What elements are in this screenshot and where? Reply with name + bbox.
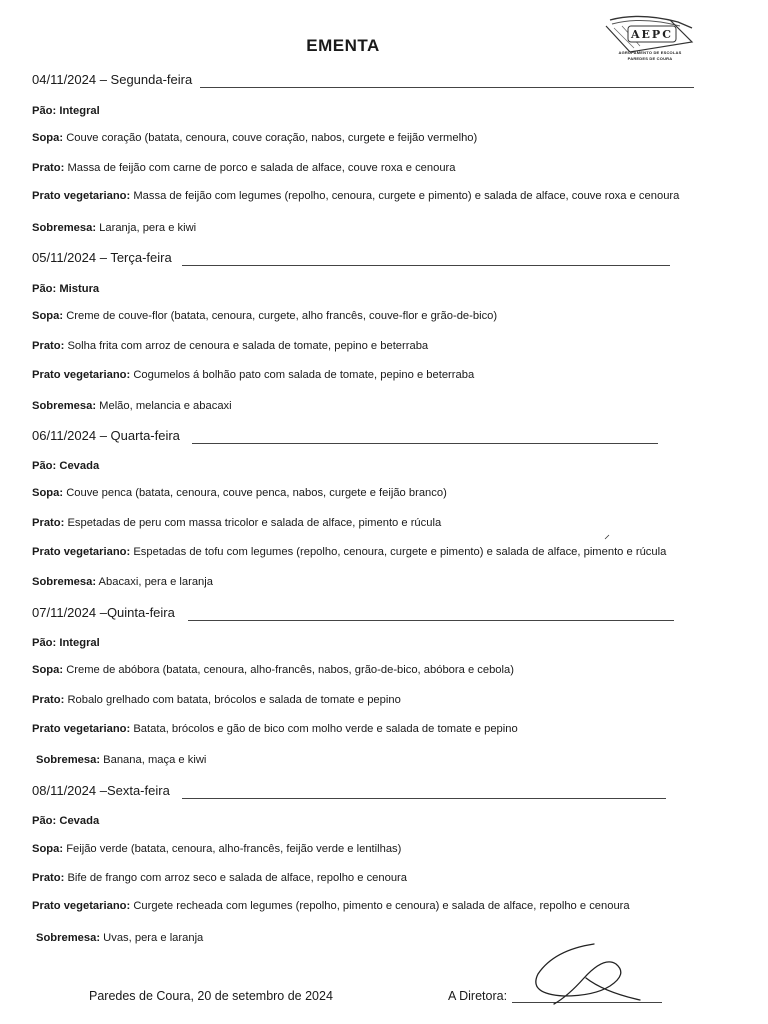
bread-value: Integral (59, 637, 100, 649)
dessert-value: Abacaxi, pera e laranja (98, 576, 213, 588)
dessert-label: Sobremesa: (36, 754, 101, 766)
underline-rule (182, 798, 666, 799)
bread-label: Pão: (32, 283, 57, 295)
soup-line (32, 843, 401, 855)
soup-line (32, 132, 477, 144)
bread-line (32, 460, 99, 472)
main-dish-label: Prato: (32, 694, 65, 706)
director-label: A Diretora: (448, 989, 508, 1003)
main-dish-line (32, 340, 428, 352)
dessert-value: Banana, maça e kiwi (103, 754, 207, 766)
underline-rule (188, 620, 674, 621)
main-dish-value: Massa de feijão com carne de porco e salada de alface, couve roxa e cenoura (67, 162, 456, 174)
main-dish-line (32, 872, 407, 884)
soup-value: Feijão verde (batata, cenoura, alho-francês, feijão verde e lentilhas) (66, 843, 402, 855)
day-header: 08/11/2024 –Sexta-feira (32, 783, 170, 798)
vegetarian-dish-value: Curgete recheada com legumes (repolho, pimento e cenoura) e salada de alface, repolho e cenoura (133, 900, 630, 912)
vegetarian-dish-label: Prato vegetariano: (32, 190, 131, 202)
dessert-line (36, 932, 203, 944)
dessert-label: Sobremesa: (32, 576, 97, 588)
dessert-line (32, 222, 196, 234)
underline-rule (200, 87, 694, 88)
dessert-value: Uvas, pera e laranja (103, 932, 204, 944)
bread-line (32, 105, 100, 117)
main-dish-value: Bife de frango com arroz seco e salada de alface, repolho e cenoura (67, 872, 408, 884)
soup-value: Couve coração (batata, cenoura, couve coração, nabos, curgete e feijão vermelho) (66, 132, 478, 144)
vegetarian-dish-label: Prato vegetariano: (32, 546, 131, 558)
dessert-line (32, 400, 232, 412)
dessert-label: Sobremesa: (36, 932, 101, 944)
vegetarian-dish-label: Prato vegetariano: (32, 900, 131, 912)
bread-label: Pão: (32, 815, 57, 827)
main-dish-line (32, 517, 441, 529)
vegetarian-dish-value: Espetadas de tofu com legumes (repolho, cenoura, curgete e pimento) e salada de alface, pimento e rúcula (133, 546, 667, 558)
vegetarian-dish-line (32, 369, 474, 381)
pen-mark-icon (604, 534, 610, 540)
bread-label: Pão: (32, 637, 57, 649)
vegetarian-dish-line (32, 723, 518, 735)
bread-line (32, 283, 99, 295)
bread-line (32, 815, 99, 827)
page-title: EMENTA (306, 36, 380, 55)
vegetarian-dish-line (32, 900, 630, 912)
bread-value: Cevada (59, 460, 100, 472)
day-header: 04/11/2024 – Segunda-feira (32, 72, 193, 87)
soup-label: Sopa: (32, 310, 64, 322)
main-dish-label: Prato: (32, 340, 65, 352)
main-dish-label: Prato: (32, 517, 65, 529)
main-dish-label: Prato: (32, 872, 65, 884)
dessert-line (36, 754, 206, 766)
bread-line (32, 637, 100, 649)
underline-rule (192, 443, 658, 444)
soup-line (32, 310, 497, 322)
soup-label: Sopa: (32, 487, 64, 499)
vegetarian-dish-line (32, 546, 666, 558)
bread-value: Cevada (59, 815, 100, 827)
logo-caption-line-1: AGRUPAMENTO DE ESCOLAS (618, 50, 682, 55)
vegetarian-dish-value: Batata, brócolos e gão de bico com molho verde e salada de tomate e pepino (133, 723, 518, 735)
vegetarian-dish-label: Prato vegetariano: (32, 723, 131, 735)
dessert-value: Melão, melancia e abacaxi (99, 400, 232, 412)
dessert-label: Sobremesa: (32, 222, 97, 234)
underline-rule (182, 265, 670, 266)
bread-label: Pão: (32, 105, 57, 117)
vegetarian-dish-label: Prato vegetariano: (32, 369, 131, 381)
main-dish-line (32, 162, 456, 174)
soup-value: Creme de couve-flor (batata, cenoura, curgete, alho francês, couve-flor e grão-de-bico) (66, 310, 498, 322)
vegetarian-dish-value: Cogumelos á bolhão pato com salada de tomate, pepino e beterraba (133, 369, 475, 381)
soup-label: Sopa: (32, 132, 64, 144)
soup-line (32, 487, 447, 499)
dessert-value: Laranja, pera e kiwi (99, 222, 197, 234)
day-header: 06/11/2024 – Quarta-feira (32, 428, 180, 443)
main-dish-value: Espetadas de peru com massa tricolor e salada de alface, pimento e rúcula (67, 517, 442, 529)
main-dish-value: Robalo grelhado com batata, brócolos e salada de tomate e pepino (67, 694, 401, 706)
soup-label: Sopa: (32, 843, 64, 855)
main-dish-value: Solha frita com arroz de cenoura e salada de tomate, pepino e beterraba (67, 340, 429, 352)
dessert-label: Sobremesa: (32, 400, 97, 412)
vegetarian-dish-value: Massa de feijão com legumes (repolho, cenoura, curgete e pimento) e salada de alface, couve roxa e cenoura (133, 190, 680, 202)
main-dish-label: Prato: (32, 162, 65, 174)
soup-value: Creme de abóbora (batata, cenoura, alho-francês, nabos, grão-de-bico, abóbora e cebola) (66, 664, 514, 676)
logo-caption-line-2: PAREDES DE COURA (627, 56, 673, 61)
day-header: 07/11/2024 –Quinta-feira (32, 605, 175, 620)
place-date: Paredes de Coura, 20 de setembro de 2024 (89, 989, 333, 1003)
handwritten-signature-icon (524, 938, 644, 1008)
dessert-line (32, 576, 213, 588)
bread-value: Mistura (59, 283, 100, 295)
soup-label: Sopa: (32, 664, 64, 676)
soup-value: Couve penca (batata, cenoura, couve penca, nabos, curgete e feijão branco) (66, 487, 447, 499)
svg-text:AEPC: AEPC (631, 28, 673, 41)
vegetarian-dish-line (32, 190, 679, 202)
soup-line (32, 664, 514, 676)
main-dish-line (32, 694, 401, 706)
day-header: 05/11/2024 – Terça-feira (32, 250, 172, 265)
bread-value: Integral (59, 105, 100, 117)
bread-label: Pão: (32, 460, 57, 472)
